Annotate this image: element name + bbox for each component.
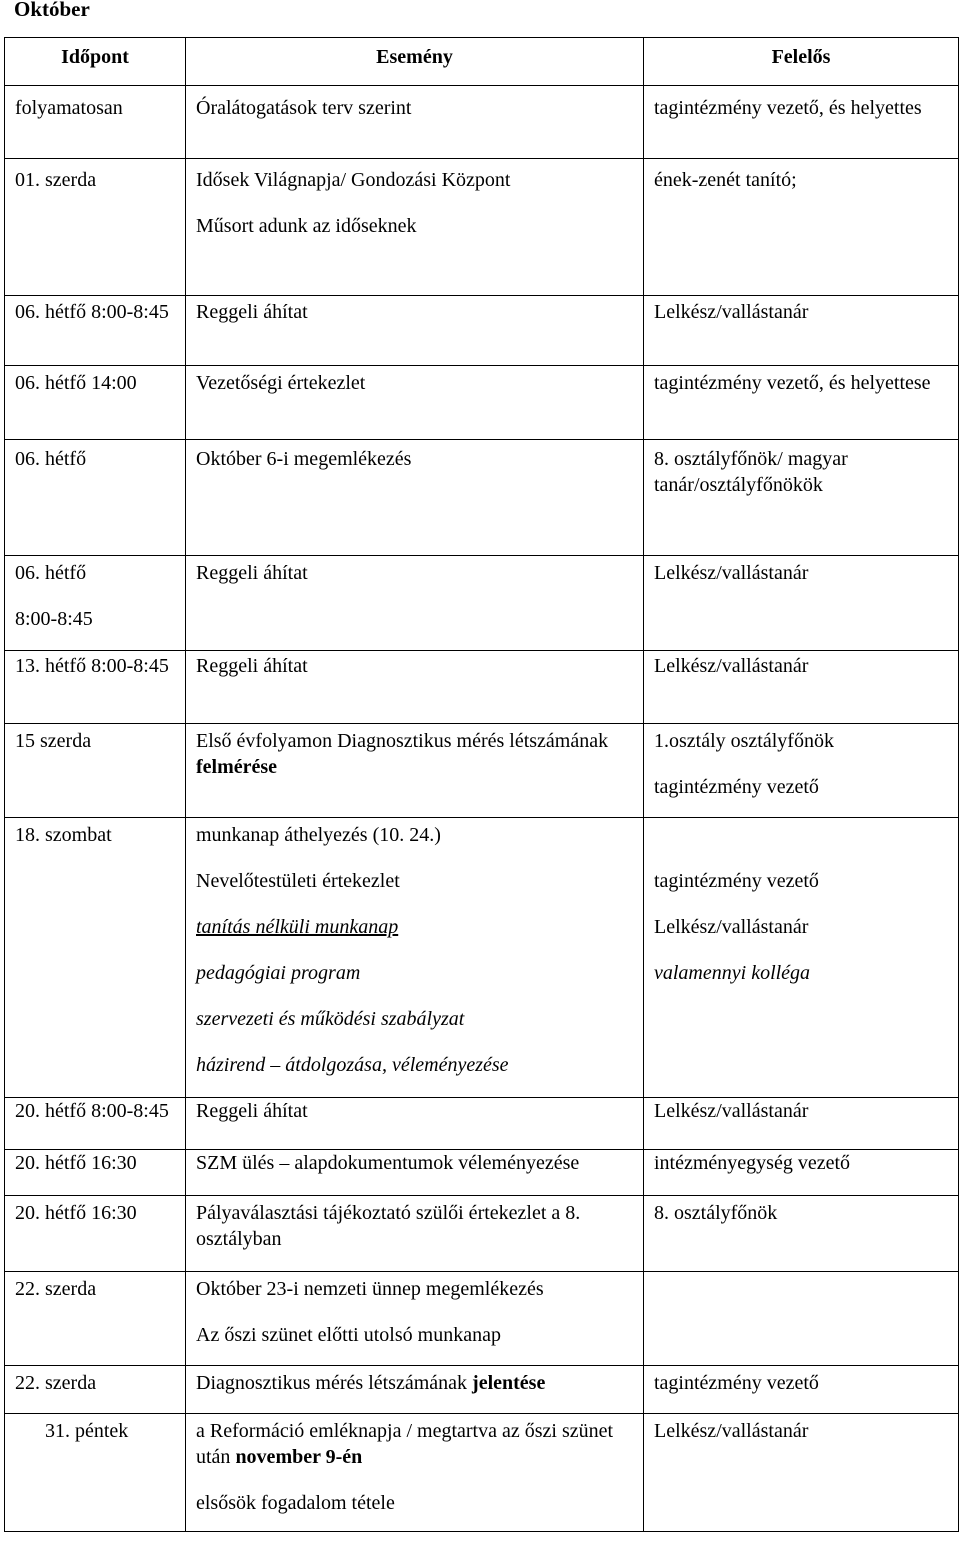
cell-date: 20. hétfő 16:30	[5, 1196, 186, 1272]
cell-responsible: ének-zenét tanító;	[644, 159, 959, 296]
table-row	[5, 1366, 959, 1414]
event-emphasis: felmérése	[196, 756, 278, 778]
event-line: Nevelőtestületi értekezlet	[196, 870, 400, 892]
table-row	[5, 651, 959, 724]
cell-responsible: tagintézmény vezető, és helyettes	[644, 86, 959, 159]
cell-date: 15 szerda	[5, 724, 186, 818]
cell-date: 06. hétfő	[5, 440, 186, 556]
responsible-line: tagintézmény vezető	[654, 870, 819, 892]
cell-responsible: tagintézmény vezető	[644, 1366, 959, 1414]
event-line: pedagógiai program	[196, 962, 361, 984]
event-line: Idősek Világnapja/ Gondozási Központ	[196, 169, 511, 191]
cell-event: Reggeli áhítat	[186, 651, 644, 724]
event-emphasis: november 9-én	[235, 1446, 363, 1468]
cell-date: 18. szombat	[5, 818, 186, 1098]
cell-event	[186, 818, 644, 1098]
event-emphasis: jelentése	[472, 1372, 546, 1394]
table-row	[5, 556, 959, 651]
cell-event: Reggeli áhítat	[186, 296, 644, 366]
cell-event	[186, 1272, 644, 1366]
cell-responsible: Lelkész/vallástanár	[644, 296, 959, 366]
cell-responsible: 8. osztályfőnök/ magyar tanár/osztályfőnökök	[644, 440, 959, 556]
cell-event: SZM ülés – alapdokumentumok véleményezése	[186, 1150, 644, 1196]
event-line: szervezeti és működési szabályzat	[196, 1008, 465, 1030]
table-header-row	[5, 38, 959, 86]
schedule-table	[4, 37, 959, 1532]
cell-event: Október 6-i megemlékezés	[186, 440, 644, 556]
cell-event	[186, 1366, 644, 1414]
event-text: a Reformáció emléknapja / megtartva az őszi szünet után	[196, 1420, 614, 1468]
cell-date	[5, 556, 186, 651]
cell-responsible: Lelkész/vallástanár	[644, 1098, 959, 1150]
cell-event	[186, 1414, 644, 1532]
event-text: Első évfolyamon Diagnosztikus mérés létszámának	[196, 730, 609, 752]
event-line: munkanap áthelyezés (10. 24.)	[196, 824, 441, 846]
cell-event	[186, 159, 644, 296]
cell-event: Vezetőségi értekezlet	[186, 366, 644, 440]
table-row	[5, 724, 959, 818]
cell-responsible	[644, 724, 959, 818]
responsible-line: tagintézmény vezető	[654, 776, 819, 798]
cell-date: 22. szerda	[5, 1366, 186, 1414]
table-row	[5, 440, 959, 556]
column-header-event: Esemény	[186, 38, 644, 86]
event-line: tanítás nélküli munkanap	[196, 916, 399, 938]
event-line: Műsort adunk az időseknek	[196, 215, 417, 237]
event-line: házirend – átdolgozása, véleményezése	[196, 1054, 509, 1076]
cell-date: 22. szerda	[5, 1272, 186, 1366]
cell-date: 20. hétfő 16:30	[5, 1150, 186, 1196]
responsible-line: Lelkész/vallástanár	[654, 916, 809, 938]
page-title: Október	[14, 0, 90, 21]
date-line: 06. hétfő	[15, 562, 87, 584]
event-line	[196, 1418, 633, 1470]
cell-event: Reggeli áhítat	[186, 556, 644, 651]
cell-responsible	[644, 1272, 959, 1366]
event-line: Az őszi szünet előtti utolsó munkanap	[196, 1324, 501, 1346]
cell-responsible	[644, 818, 959, 1098]
column-header-time: Időpont	[5, 38, 186, 86]
table-row	[5, 818, 959, 1098]
cell-responsible: Lelkész/vallástanár	[644, 1414, 959, 1532]
event-line: elsősök fogadalom tétele	[196, 1492, 395, 1514]
cell-date: 06. hétfő 14:00	[5, 366, 186, 440]
cell-date: 31. péntek	[5, 1414, 186, 1532]
cell-event: Óralátogatások terv szerint	[186, 86, 644, 159]
column-header-responsible: Felelős	[644, 38, 959, 86]
cell-date: 06. hétfő 8:00-8:45	[5, 296, 186, 366]
cell-responsible: intézményegység vezető	[644, 1150, 959, 1196]
cell-date: 20. hétfő 8:00-8:45	[5, 1098, 186, 1150]
date-line: 8:00-8:45	[15, 608, 93, 630]
table-row	[5, 1272, 959, 1366]
cell-responsible: Lelkész/vallástanár	[644, 556, 959, 651]
table-row	[5, 1196, 959, 1272]
responsible-line: valamennyi kolléga	[654, 962, 811, 984]
event-text: Diagnosztikus mérés létszámának	[196, 1372, 473, 1394]
event-line: Október 23-i nemzeti ünnep megemlékezés	[196, 1278, 544, 1300]
responsible-line: 1.osztály osztályfőnök	[654, 730, 834, 752]
cell-responsible: 8. osztályfőnök	[644, 1196, 959, 1272]
table-row	[5, 1414, 959, 1532]
table-row	[5, 159, 959, 296]
table-row	[5, 1098, 959, 1150]
cell-date: 13. hétfő 8:00-8:45	[5, 651, 186, 724]
cell-date: folyamatosan	[5, 86, 186, 159]
cell-event: Pályaválasztási tájékoztató szülői értekezlet a 8. osztályban	[186, 1196, 644, 1272]
table-row	[5, 366, 959, 440]
table-row	[5, 1150, 959, 1196]
cell-event: Reggeli áhítat	[186, 1098, 644, 1150]
table-row	[5, 86, 959, 159]
table-row	[5, 296, 959, 366]
cell-event	[186, 724, 644, 818]
cell-responsible: tagintézmény vezető, és helyettese	[644, 366, 959, 440]
cell-date: 01. szerda	[5, 159, 186, 296]
cell-responsible: Lelkész/vallástanár	[644, 651, 959, 724]
